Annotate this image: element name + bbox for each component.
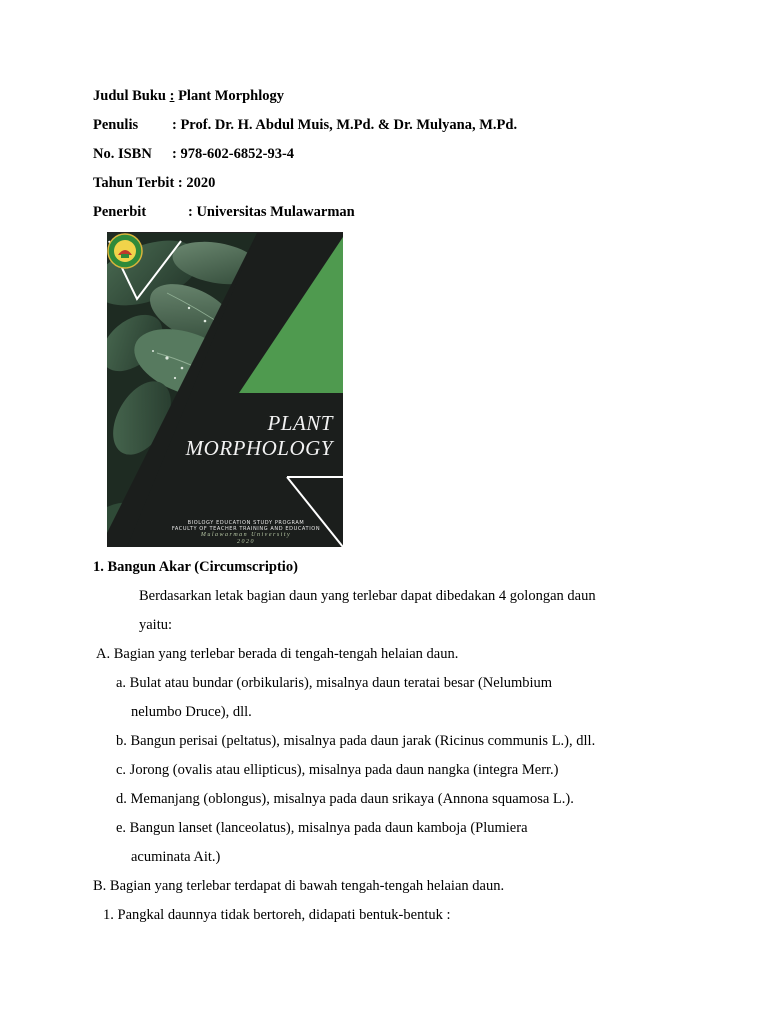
penulis-value: : Prof. Dr. H. Abdul Muis, M.Pd. & Dr. Mulyana, M.Pd. — [172, 117, 518, 133]
cover-univ-name: Mulawarman University — [200, 532, 292, 538]
cover-sub-line2: FACULTY OF TEACHER TRAINING AND EDUCATION — [171, 526, 321, 532]
cover-artwork — [107, 233, 343, 547]
penulis-label: Penulis — [93, 117, 139, 133]
item-a-e-line2: acuminata Ait.) — [131, 849, 221, 865]
section-heading: 1. Bangun Akar (Circumscriptio) — [93, 559, 298, 575]
judul-label: Judul Buku — [93, 88, 166, 104]
cover-university — [151, 532, 341, 546]
meta-isbn — [93, 146, 294, 163]
judul-colon: : — [169, 88, 175, 104]
meta-tahun — [93, 175, 215, 192]
meta-penulis — [93, 117, 517, 134]
cover-sub-line1: BIOLOGY EDUCATION STUDY PROGRAM — [187, 520, 305, 526]
cover-title-line2: MORPHOLOGY — [185, 436, 333, 460]
intro-line-1: Berdasarkan letak bagian daun yang terlebar dapat dibedakan 4 golongan daun — [139, 588, 596, 604]
penerbit-label: Penerbit — [93, 204, 147, 220]
book-cover-image — [107, 232, 343, 547]
cover-title-line1: PLANT — [267, 411, 333, 435]
meta-judul — [93, 88, 284, 105]
item-b-1: 1. Pangkal daunnya tidak bertoreh, didapati bentuk-bentuk : — [103, 907, 451, 923]
item-a-b: b. Bangun perisai (peltatus), misalnya pada daun jarak (Ricinus communis L.), dll. — [116, 733, 596, 749]
judul-value: Plant Morphlogy — [174, 88, 284, 104]
meta-penerbit — [93, 204, 355, 221]
university-logo-icon — [107, 233, 143, 269]
cover-title — [186, 411, 333, 461]
isbn-value: : 978-602-6852-93-4 — [172, 146, 295, 162]
isbn-label: No. ISBN — [93, 146, 152, 162]
cover-year: 2020 — [237, 539, 255, 545]
item-a-e-line1: e. Bangun lanset (lanceolatus), misalnya pada daun kamboja (Plumiera — [116, 820, 528, 836]
penerbit-value: : Universitas Mulawarman — [188, 204, 355, 220]
section-b: B. Bagian yang terlebar terdapat di bawah tengah-tengah helaian daun. — [93, 878, 505, 894]
intro-line-2: yaitu: — [139, 617, 173, 633]
section-a: A. Bagian yang terlebar berada di tengah-tengah helaian daun. — [96, 646, 459, 662]
item-a-c: c. Jorong (ovalis atau ellipticus), misalnya pada daun nangka (integra Merr.) — [116, 762, 559, 778]
item-a-a-line2: nelumbo Druce), dll. — [131, 704, 252, 720]
tahun-label: Tahun Terbit — [93, 175, 175, 191]
tahun-value: : 2020 — [177, 175, 216, 191]
item-a-d: d. Memanjang (oblongus), misalnya pada daun srikaya (Annona squamosa L.). — [116, 791, 574, 807]
cover-subtitle — [151, 520, 341, 532]
item-a-a-line1: a. Bulat atau bundar (orbikularis), misalnya daun teratai besar (Nelumbium — [116, 675, 553, 691]
